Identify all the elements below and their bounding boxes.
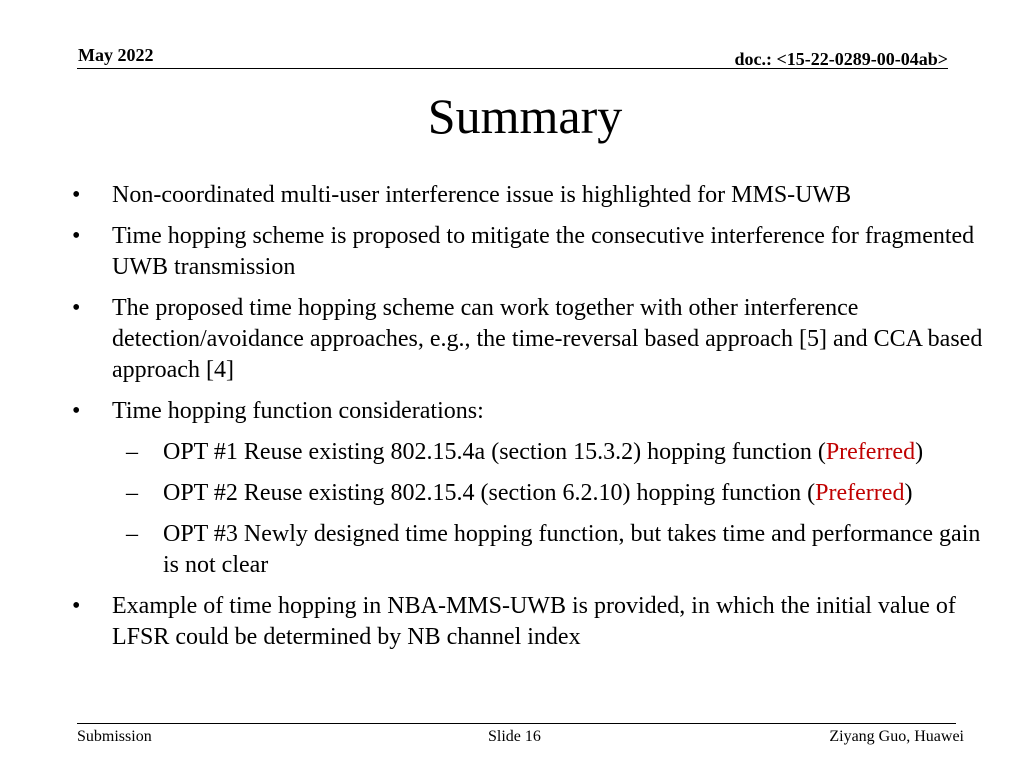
- option-text: OPT #2 Reuse existing 802.15.4 (section 6.2.10) hopping function (: [163, 480, 816, 506]
- bullet-text: Non-coordinated multi-user interference issue is highlighted for MMS-UWB: [112, 182, 852, 208]
- bullet-mark: •: [72, 593, 81, 619]
- option-text: OPT #1 Reuse existing 802.15.4a (section 15.3.2) hopping function (: [163, 439, 826, 465]
- bullet-item: [72, 396, 992, 427]
- bullet-mark: •: [72, 295, 81, 321]
- preferred-highlight: Preferred: [815, 480, 905, 506]
- sub-bullet-item: [72, 437, 992, 468]
- bullet-item: [72, 180, 992, 211]
- bullet-text: Example of time hopping in NBA-MMS-UWB is provided, in which the initial value of LFSR could be determined by NB channel index: [112, 593, 956, 650]
- slide-body: [72, 180, 992, 663]
- bullet-text: Time hopping function considerations:: [112, 398, 484, 424]
- bullet-item: [72, 293, 992, 386]
- sub-bullet-mark: –: [126, 521, 138, 547]
- bullet-text: The proposed time hopping scheme can work together with other interference detection/avoidance approaches, e.g., the time-reversal based approach [5] and CCA based approach [4]: [112, 295, 983, 383]
- bullet-text: Time hopping scheme is proposed to mitigate the consecutive interference for fragmented UWB transmission: [112, 223, 975, 280]
- bullet-mark: •: [72, 398, 81, 424]
- footer-slide-number: Slide 16: [488, 728, 541, 745]
- sub-bullet-mark: –: [126, 439, 138, 465]
- header-doc-id: doc.: <15-22-0289-00-04ab>: [734, 49, 948, 69]
- slide-title: Summary: [427, 88, 623, 144]
- header-date: May 2022: [78, 45, 154, 65]
- option-text-end: ): [915, 439, 924, 465]
- bullet-mark: •: [72, 223, 81, 249]
- header-divider: [77, 68, 948, 69]
- sub-bullet-item: [72, 519, 992, 581]
- footer-author: Ziyang Guo, Huawei: [829, 728, 964, 745]
- preferred-highlight: Preferred: [825, 439, 916, 465]
- sub-bullet-mark: –: [126, 480, 138, 506]
- bullet-item: [72, 591, 992, 653]
- footer-submission: Submission: [77, 728, 152, 745]
- option-text: OPT #3 Newly designed time hopping function, but takes time and performance gain is not clear: [163, 521, 981, 578]
- sub-bullet-item: [72, 478, 992, 509]
- bullet-item: [72, 221, 992, 283]
- option-text-end: ): [904, 480, 913, 506]
- footer-divider: [77, 723, 956, 724]
- bullet-mark: •: [72, 182, 81, 208]
